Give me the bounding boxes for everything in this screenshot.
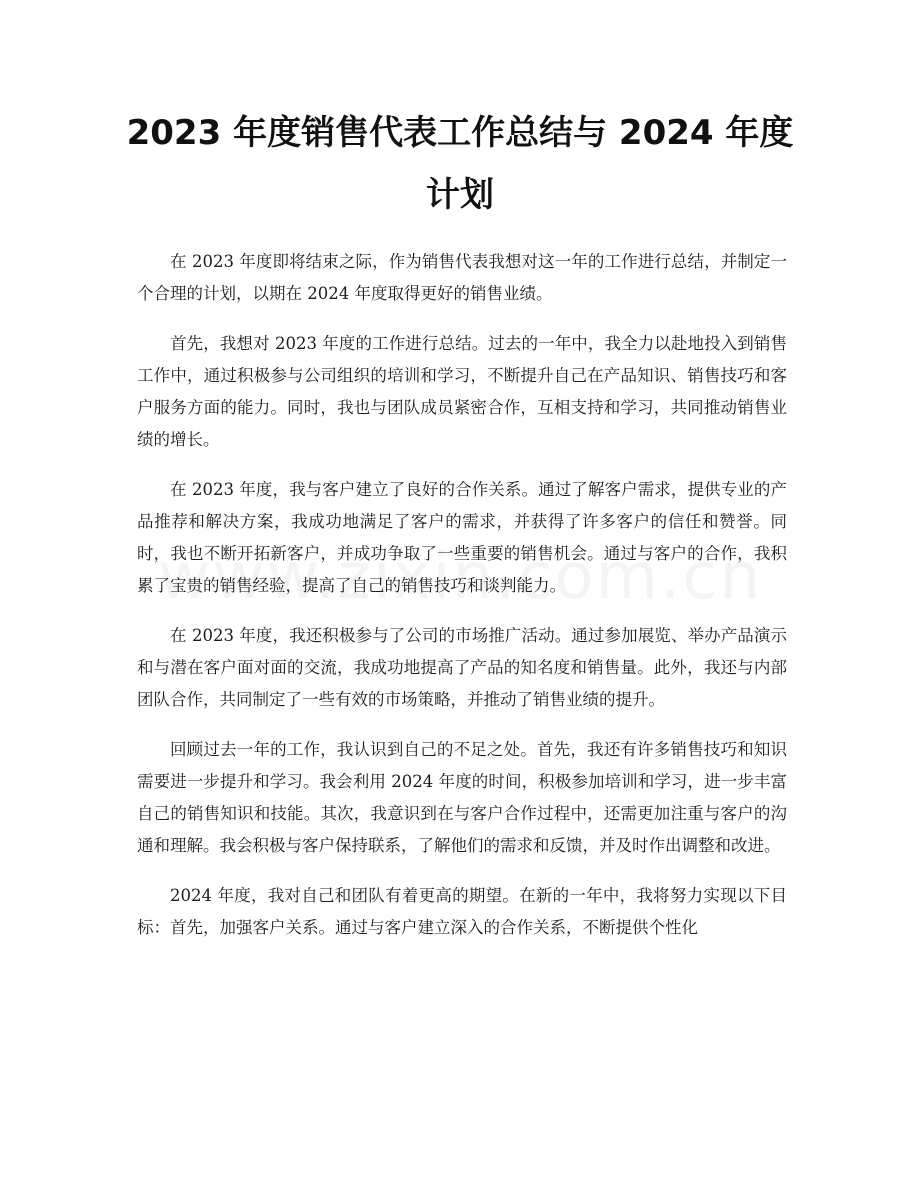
paragraph-summary: 首先，我想对 2023 年度的工作进行总结。过去的一年中，我全力以赴地投入到销售工作中，通过积极参与公司组织的培训和学习，不断提升自己在产品知识、销售技巧和客户服务方面的能力。同时，我也与团队成员紧密合作，互相支持和学习，共同推动销售业绩的增长。: [137, 334, 787, 449]
document-body: [137, 246, 787, 962]
paragraph-reflection: 回顾过去一年的工作，我认识到自己的不足之处。首先，我还有许多销售技巧和知识需要进一步提升和学习。我会利用 2024 年度的时间，积极参加培训和学习，进一步丰富自己的销售知识和技能。其次，我意识到在与客户合作过程中，还需更加注重与客户的沟通和理解。我会积极与客户保持联系，了解他们的需求和反馈，并及时作出调整和改进。: [137, 740, 787, 855]
document-title: 2023 年度销售代表工作总结与 2024 年度计划: [126, 113, 794, 215]
paragraph-goals: 2024 年度，我对自己和团队有着更高的期望。在新的一年中，我将努力实现以下目标：首先，加强客户关系。通过与客户建立深入的合作关系，不断提供个性化: [137, 886, 787, 937]
paragraph-clients: 在 2023 年度，我与客户建立了良好的合作关系。通过了解客户需求，提供专业的产品推荐和解决方案，我成功地满足了客户的需求，并获得了许多客户的信任和赞誉。同时，我也不断开拓新客户，并成功争取了一些重要的销售机会。通过与客户的合作，我积累了宝贵的销售经验，提高了自己的销售技巧和谈判能力。: [137, 480, 787, 595]
paragraph-intro: 在 2023 年度即将结束之际，作为销售代表我想对这一年的工作进行总结，并制定一个合理的计划，以期在 2024 年度取得更好的销售业绩。: [137, 252, 787, 303]
paragraph-marketing: 在 2023 年度，我还积极参与了公司的市场推广活动。通过参加展览、举办产品演示和与潜在客户面对面的交流，我成功地提高了产品的知名度和销售量。此外，我还与内部团队合作，共同制定了一些有效的市场策略，并推动了销售业绩的提升。: [137, 626, 787, 709]
